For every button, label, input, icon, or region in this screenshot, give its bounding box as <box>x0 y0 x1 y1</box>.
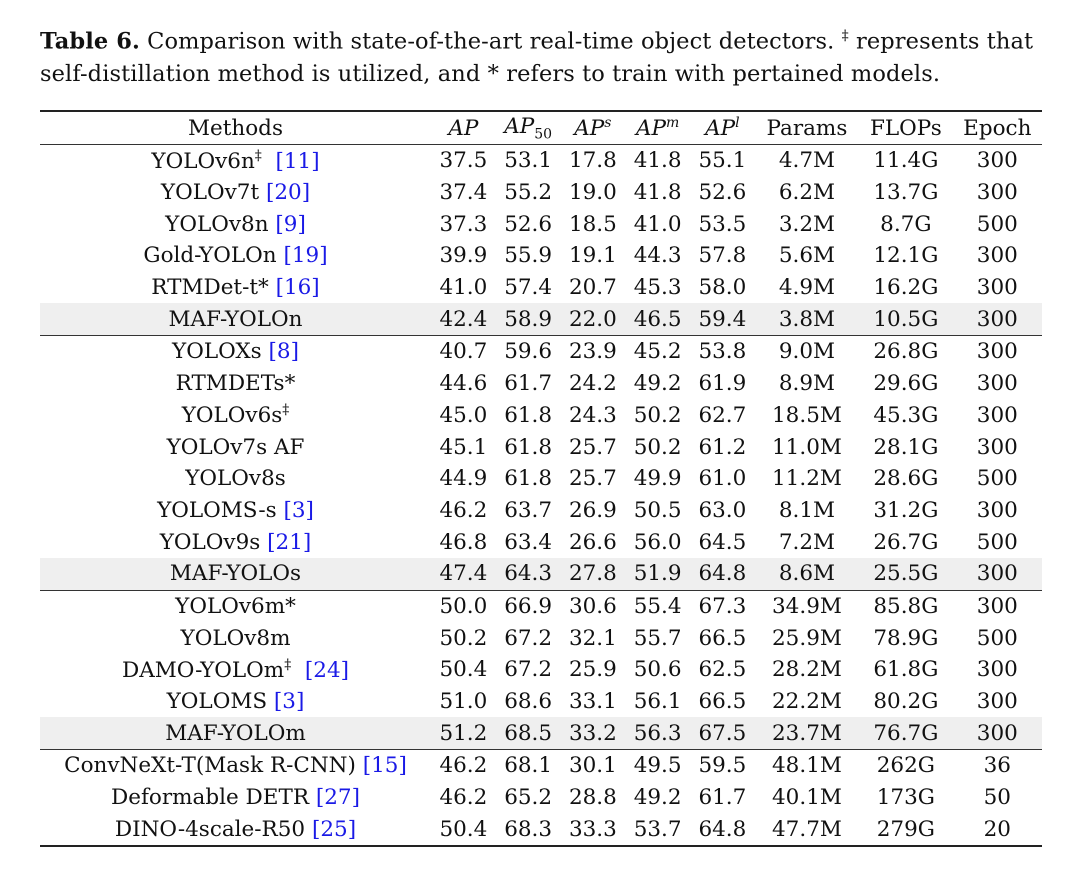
table-row <box>40 240 1042 272</box>
method-mark: ‡ <box>254 147 262 164</box>
cell-params: 4.9M <box>778 275 836 301</box>
cell-apm: 56.0 <box>633 529 682 555</box>
cell-aps: 30.1 <box>561 750 626 782</box>
cell-apl: 66.5 <box>698 689 747 715</box>
method-cell <box>40 590 431 622</box>
cell-aps: 20.7 <box>568 275 617 301</box>
table-row <box>40 272 1042 304</box>
method-name: YOLOv7t <box>160 180 260 206</box>
citation-link[interactable]: [3] <box>273 689 305 715</box>
cell-ap50: 55.2 <box>504 180 553 206</box>
method-cell <box>40 208 431 240</box>
cell-apm: 50.2 <box>633 434 682 460</box>
method-cell <box>40 145 431 177</box>
method-name: MAF-YOLOn <box>168 306 303 332</box>
col-apl-sup: l <box>735 114 740 131</box>
cell-epoch: 300 <box>976 657 1018 683</box>
cell-aps: 33.1 <box>568 689 617 715</box>
col-methods: Methods <box>188 115 283 141</box>
cell-apl: 61.0 <box>698 466 747 492</box>
table-row <box>40 145 1042 177</box>
cell-flops: 16.2G <box>873 275 939 301</box>
cell-flops: 279G <box>876 816 935 842</box>
citation-link[interactable]: [24] <box>304 657 350 683</box>
cell-epoch: 300 <box>953 717 1042 749</box>
cell-apl: 64.8 <box>690 558 755 590</box>
col-ap: AP <box>448 115 479 141</box>
table-row <box>40 495 1042 527</box>
cell-ap: 37.3 <box>439 211 488 237</box>
cell-params: 18.5M <box>772 402 842 428</box>
cell-flops: 26.8G <box>859 336 952 368</box>
method-name: YOLOXs <box>172 339 262 365</box>
cell-params: 48.1M <box>755 750 859 782</box>
cell-ap50: 63.4 <box>504 529 553 555</box>
method-cell <box>40 240 431 272</box>
method-name: ConvNeXt-T(Mask R-CNN) <box>64 753 356 779</box>
cell-apl: 55.1 <box>690 145 755 177</box>
cell-ap: 50.4 <box>439 657 488 683</box>
table-row <box>40 336 1042 368</box>
cell-apl: 58.0 <box>698 275 747 301</box>
method-cell <box>40 622 431 654</box>
cell-flops: 28.6G <box>873 466 939 492</box>
cell-epoch: 300 <box>976 243 1018 269</box>
cell-ap: 37.4 <box>439 180 488 206</box>
cell-ap50: 59.6 <box>496 336 561 368</box>
cell-ap: 50.0 <box>431 590 496 622</box>
cell-apm: 53.7 <box>633 816 682 842</box>
cell-flops: 26.7G <box>873 529 939 555</box>
results-table <box>40 110 1042 847</box>
method-cell <box>40 272 431 304</box>
cell-aps: 19.0 <box>568 180 617 206</box>
cell-flops: 12.1G <box>873 243 939 269</box>
cell-apl: 61.7 <box>698 785 747 811</box>
col-ap50-base: AP <box>504 113 535 139</box>
cell-epoch: 300 <box>976 434 1018 460</box>
cell-ap50: 53.1 <box>496 145 561 177</box>
cell-params: 22.2M <box>772 689 842 715</box>
table-row <box>40 558 1042 590</box>
cell-ap: 44.6 <box>439 371 488 397</box>
method-mark: ‡ <box>282 402 290 419</box>
col-apm-base: AP <box>635 116 666 142</box>
cell-epoch: 300 <box>953 558 1042 590</box>
cell-ap50: 55.9 <box>504 243 553 269</box>
cell-apl: 64.8 <box>698 816 747 842</box>
citation-link[interactable]: [3] <box>283 497 314 523</box>
method-cell <box>40 654 431 686</box>
cell-flops: 61.8G <box>873 657 939 683</box>
table-row <box>40 590 1042 622</box>
col-ap50-sub: 50 <box>534 126 553 143</box>
cell-aps: 33.3 <box>568 816 617 842</box>
table-row <box>40 303 1042 335</box>
cell-ap50: 58.9 <box>496 303 561 335</box>
cell-apm: 50.6 <box>633 657 682 683</box>
method-cell <box>40 686 431 718</box>
cell-apl: 52.6 <box>698 180 747 206</box>
cell-flops: 8.7G <box>880 211 932 237</box>
cell-epoch: 300 <box>976 275 1018 301</box>
cell-params: 34.9M <box>755 590 859 622</box>
col-apl-base: AP <box>705 116 736 142</box>
cell-flops: 85.8G <box>859 590 952 622</box>
cell-apl: 57.8 <box>698 243 747 269</box>
method-cell <box>40 526 431 558</box>
cell-params: 9.0M <box>755 336 859 368</box>
cell-apl: 67.5 <box>690 717 755 749</box>
cell-params: 11.0M <box>772 434 842 460</box>
cell-epoch: 300 <box>976 497 1018 523</box>
method-cell <box>40 750 431 782</box>
cell-ap: 46.2 <box>439 785 488 811</box>
cell-apm: 55.7 <box>633 625 682 651</box>
cell-apm: 50.2 <box>633 402 682 428</box>
cell-ap50: 64.3 <box>496 558 561 590</box>
cell-params: 3.8M <box>755 303 859 335</box>
method-cell <box>40 431 431 463</box>
cell-aps: 18.5 <box>568 211 617 237</box>
cell-ap50: 61.8 <box>504 466 553 492</box>
citation-link[interactable]: [19] <box>283 243 328 269</box>
cell-apl: 67.3 <box>690 590 755 622</box>
cell-epoch: 300 <box>953 336 1042 368</box>
col-aps <box>561 111 626 145</box>
cell-apm: 44.3 <box>633 243 682 269</box>
cell-ap50: 63.7 <box>504 497 553 523</box>
citation-link[interactable]: [20] <box>265 180 311 206</box>
col-epoch: Epoch <box>963 115 1032 141</box>
cell-ap50: 61.8 <box>504 402 553 428</box>
method-name: YOLOMS-s <box>157 497 277 523</box>
cell-flops: 262G <box>859 750 952 782</box>
cell-aps: 26.6 <box>568 529 617 555</box>
method-cell <box>40 303 431 335</box>
cell-params: 40.1M <box>772 785 842 811</box>
cell-flops: 28.1G <box>873 434 939 460</box>
method-name: YOLOv7s AF <box>166 434 305 460</box>
cell-ap: 45.1 <box>439 434 488 460</box>
cell-apm: 41.8 <box>625 145 690 177</box>
method-name: YOLOMS <box>166 689 268 715</box>
cell-aps: 25.7 <box>568 466 617 492</box>
cell-apl: 62.5 <box>698 657 747 683</box>
header-row <box>40 111 1042 145</box>
method-name: YOLOv8m <box>180 625 291 651</box>
col-aps-base: AP <box>574 116 605 142</box>
method-cell <box>40 558 431 590</box>
cell-apl: 53.8 <box>690 336 755 368</box>
method-name: DAMO-YOLOm <box>121 657 285 683</box>
cell-ap50: 68.5 <box>496 717 561 749</box>
cell-ap: 50.2 <box>439 625 488 651</box>
cell-flops: 25.5G <box>859 558 952 590</box>
cell-apm: 49.2 <box>633 371 682 397</box>
caption-dagger: ‡ <box>841 28 849 44</box>
table-row <box>40 177 1042 209</box>
col-apm <box>625 111 690 145</box>
cell-aps: 28.8 <box>568 785 617 811</box>
cell-apl: 63.0 <box>698 497 747 523</box>
cell-flops: 78.9G <box>873 625 939 651</box>
cell-epoch: 300 <box>976 689 1018 715</box>
cell-params: 8.9M <box>778 371 836 397</box>
cell-ap50: 67.2 <box>504 657 553 683</box>
method-name: YOLOv8n <box>165 211 269 237</box>
cell-params: 4.7M <box>755 145 859 177</box>
method-name: RTMDet-t* <box>151 275 269 301</box>
cell-ap: 45.0 <box>439 402 488 428</box>
table-row <box>40 750 1042 782</box>
caption-label: Table 6. <box>40 28 140 55</box>
cell-apl: 62.7 <box>698 402 747 428</box>
cell-aps: 24.2 <box>568 371 617 397</box>
cell-ap: 50.4 <box>439 816 488 842</box>
table-row <box>40 526 1042 558</box>
cell-params: 8.6M <box>755 558 859 590</box>
col-aps-sup: s <box>604 114 612 131</box>
cell-ap: 46.2 <box>431 750 496 782</box>
table-row <box>40 782 1042 814</box>
method-name: YOLOv6n <box>151 148 255 174</box>
cell-params: 25.9M <box>772 625 842 651</box>
cell-apm: 45.3 <box>633 275 682 301</box>
method-name: YOLOv9s <box>159 529 261 555</box>
cell-params: 11.2M <box>772 466 842 492</box>
cell-epoch: 300 <box>953 145 1042 177</box>
table-row <box>40 368 1042 400</box>
table-row <box>40 431 1042 463</box>
cell-params: 8.1M <box>778 497 836 523</box>
cell-flops: 13.7G <box>873 180 939 206</box>
citation-link[interactable]: [15] <box>362 753 407 779</box>
method-name: MAF-YOLOs <box>169 561 302 587</box>
cell-flops: 80.2G <box>873 689 939 715</box>
method-name: RTMDETs* <box>175 371 296 397</box>
cell-epoch: 300 <box>953 303 1042 335</box>
cell-ap50: 66.9 <box>496 590 561 622</box>
cell-apm: 41.8 <box>633 180 682 206</box>
cell-apm: 50.5 <box>633 497 682 523</box>
table-body <box>40 145 1042 847</box>
cell-params: 5.6M <box>778 243 836 269</box>
citation-link[interactable]: [21] <box>267 529 312 555</box>
cell-apm: 49.5 <box>625 750 690 782</box>
cell-flops: 45.3G <box>873 402 939 428</box>
col-apl <box>690 111 755 145</box>
citation-link[interactable]: [16] <box>275 275 320 301</box>
cell-aps: 25.7 <box>568 434 617 460</box>
cell-aps: 19.1 <box>568 243 617 269</box>
cell-flops: 76.7G <box>859 717 952 749</box>
cell-epoch: 500 <box>976 466 1018 492</box>
method-cell <box>40 717 431 749</box>
cell-apl: 64.5 <box>698 529 747 555</box>
cell-epoch: 50 <box>983 785 1011 811</box>
method-name: DINO-4scale-R50 <box>114 816 306 842</box>
cell-aps: 32.1 <box>568 625 617 651</box>
table-row <box>40 400 1042 432</box>
table-caption <box>40 20 1040 90</box>
cell-aps: 33.2 <box>561 717 626 749</box>
cell-aps: 17.8 <box>561 145 626 177</box>
table-row <box>40 686 1042 718</box>
citation-link[interactable]: [8] <box>268 339 299 365</box>
cell-apl: 61.2 <box>698 434 747 460</box>
cell-flops: 10.5G <box>859 303 952 335</box>
col-apm-sup: m <box>665 114 680 131</box>
cell-apl: 59.5 <box>690 750 755 782</box>
cell-ap: 42.4 <box>431 303 496 335</box>
citation-link[interactable]: [11] <box>275 148 320 174</box>
table-row <box>40 813 1042 846</box>
cell-ap50: 68.6 <box>504 689 553 715</box>
method-cell <box>40 463 431 495</box>
method-name: MAF-YOLOm <box>165 720 306 746</box>
cell-aps: 22.0 <box>561 303 626 335</box>
cell-aps: 30.6 <box>561 590 626 622</box>
cell-flops: 11.4G <box>859 145 952 177</box>
cell-ap50: 68.1 <box>496 750 561 782</box>
cell-params: 28.2M <box>772 657 842 683</box>
cell-apm: 49.2 <box>633 785 682 811</box>
method-cell <box>40 177 431 209</box>
cell-ap50: 65.2 <box>504 785 553 811</box>
cell-flops: 173G <box>876 785 935 811</box>
method-cell <box>40 495 431 527</box>
cell-ap: 47.4 <box>431 558 496 590</box>
cell-ap: 37.5 <box>431 145 496 177</box>
cell-aps: 24.3 <box>568 402 617 428</box>
cell-ap50: 52.6 <box>504 211 553 237</box>
method-cell <box>40 782 431 814</box>
method-cell <box>40 813 431 846</box>
cell-ap: 51.0 <box>439 689 488 715</box>
cell-epoch: 500 <box>976 625 1018 651</box>
table-row <box>40 622 1042 654</box>
cell-ap: 41.0 <box>439 275 488 301</box>
col-params: Params <box>766 115 848 141</box>
method-name: Deformable DETR <box>111 785 310 811</box>
cell-apm: 56.3 <box>625 717 690 749</box>
cell-apm: 46.5 <box>625 303 690 335</box>
method-name: Gold-YOLOn <box>143 243 277 269</box>
cell-epoch: 300 <box>953 590 1042 622</box>
cell-params: 6.2M <box>778 180 836 206</box>
cell-apm: 41.0 <box>633 211 682 237</box>
cell-ap: 44.9 <box>439 466 488 492</box>
cell-ap: 51.2 <box>431 717 496 749</box>
cell-epoch: 36 <box>953 750 1042 782</box>
cell-epoch: 300 <box>976 371 1018 397</box>
cell-flops: 29.6G <box>873 371 939 397</box>
cell-apm: 49.9 <box>633 466 682 492</box>
caption-text-2: represents that self-distillation method is utilized, and * refers to train with pertained models. <box>40 28 1034 87</box>
cell-ap: 40.7 <box>431 336 496 368</box>
cell-ap: 39.9 <box>439 243 488 269</box>
method-cell <box>40 368 431 400</box>
cell-ap50: 61.8 <box>504 434 553 460</box>
citation-link[interactable]: [25] <box>311 816 357 842</box>
cell-ap: 46.2 <box>439 497 488 523</box>
cell-params: 47.7M <box>772 816 842 842</box>
method-name: YOLOv6m* <box>175 593 296 619</box>
table-row <box>40 654 1042 686</box>
cell-params: 7.2M <box>778 529 836 555</box>
cell-apl: 66.5 <box>698 625 747 651</box>
caption-text-1: Comparison with state-of-the-art real-time object detectors. <box>139 28 842 55</box>
col-flops: FLOPs <box>869 115 942 141</box>
col-ap50 <box>496 111 561 145</box>
cell-epoch: 500 <box>976 211 1018 237</box>
cell-ap: 46.8 <box>439 529 488 555</box>
cell-apm: 56.1 <box>633 689 682 715</box>
table-row <box>40 717 1042 749</box>
table-row <box>40 208 1042 240</box>
cell-params: 23.7M <box>755 717 859 749</box>
method-cell <box>40 400 431 432</box>
table-row <box>40 463 1042 495</box>
cell-aps: 27.8 <box>561 558 626 590</box>
cell-ap50: 57.4 <box>504 275 553 301</box>
cell-apm: 51.9 <box>625 558 690 590</box>
cell-apl: 59.4 <box>690 303 755 335</box>
cell-aps: 26.9 <box>568 497 617 523</box>
cell-apm: 45.2 <box>625 336 690 368</box>
method-name: YOLOv6s <box>181 403 283 429</box>
method-name: YOLOv8s <box>185 466 286 492</box>
cell-aps: 23.9 <box>561 336 626 368</box>
cell-apl: 61.9 <box>698 371 747 397</box>
cell-params: 3.2M <box>778 211 836 237</box>
method-cell <box>40 336 431 368</box>
cell-epoch: 300 <box>976 180 1018 206</box>
cell-ap50: 67.2 <box>504 625 553 651</box>
citation-link[interactable]: [27] <box>315 785 360 811</box>
cell-apm: 55.4 <box>625 590 690 622</box>
cell-apl: 53.5 <box>698 211 747 237</box>
method-mark: ‡ <box>284 656 292 673</box>
cell-ap50: 68.3 <box>504 816 553 842</box>
cell-epoch: 500 <box>976 529 1018 555</box>
cell-ap50: 61.7 <box>504 371 553 397</box>
cell-flops: 31.2G <box>873 497 939 523</box>
cell-epoch: 20 <box>983 816 1011 842</box>
cell-aps: 25.9 <box>568 657 617 683</box>
citation-link[interactable]: [9] <box>275 211 306 237</box>
cell-epoch: 300 <box>976 402 1018 428</box>
